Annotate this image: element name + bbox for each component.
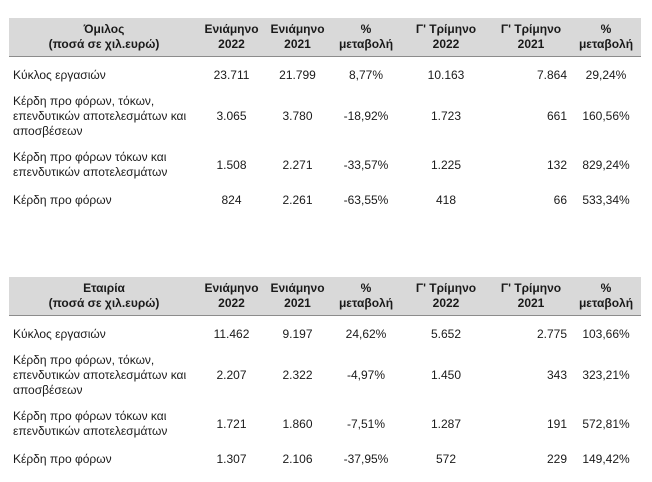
table-row	[9, 145, 641, 185]
cell: 3.065	[216, 108, 247, 123]
header-entity: Εταιρία (ποσά σε χιλ.ευρώ)	[9, 277, 199, 316]
cell: -37,95%	[343, 451, 389, 466]
table-row	[9, 322, 641, 346]
cell: -7,51%	[346, 416, 386, 431]
header-q3-2021: Γ' Τρίμηνο 2021	[491, 18, 571, 57]
header-9m-change: % μεταβολή	[331, 18, 401, 57]
row-label: Κέρδη προ φόρων τόκων και επενδυτικών αποτελεσμάτων	[13, 409, 168, 438]
cell: 3.780	[282, 108, 313, 123]
table-row	[9, 444, 641, 474]
cell: 824	[221, 192, 242, 207]
header-q3-2021: Γ' Τρίμηνο 2021	[491, 277, 571, 316]
cell: 66	[553, 192, 567, 207]
cell: -18,92%	[343, 108, 389, 123]
row-label: Κέρδη προ φόρων, τόκων, επενδυτικών αποτελεσμάτων και αποσβέσεων	[13, 352, 187, 397]
cell: 661	[546, 108, 567, 123]
cell: 1.450	[430, 367, 462, 382]
cell: 5.652	[430, 326, 462, 341]
header-q3-change: % μεταβολή	[571, 277, 641, 316]
cell: 1.307	[216, 451, 247, 466]
table-row	[9, 87, 641, 145]
cell: 11.462	[213, 326, 250, 341]
row-label: Κύκλος εργασιών	[13, 67, 106, 82]
cell: 2.775	[536, 326, 567, 341]
cell: 1.225	[430, 157, 462, 172]
cell: 2.261	[282, 192, 313, 207]
group-results-table	[9, 18, 641, 215]
cell: 323,21%	[582, 367, 630, 382]
cell: 29,24%	[585, 67, 627, 82]
cell: 229	[546, 451, 567, 466]
cell: 191	[546, 416, 567, 431]
header-9m-2022: Ενιάμηνο 2022	[199, 277, 264, 316]
header-q3-2022: Γ' Τρίμηνο 2022	[401, 277, 491, 316]
cell: 2.207	[216, 367, 247, 382]
cell: 1.721	[216, 416, 247, 431]
cell: 533,34%	[582, 192, 630, 207]
cell: 1.287	[430, 416, 462, 431]
cell: 23.711	[213, 67, 250, 82]
row-label: Κέρδη προ φόρων τόκων και επενδυτικών αποτελεσμάτων	[13, 150, 168, 179]
cell: 149,42%	[582, 451, 630, 466]
header-q3-change: % μεταβολή	[571, 18, 641, 57]
cell: -63,55%	[343, 192, 389, 207]
row-label: Κέρδη προ φόρων, τόκων, επενδυτικών αποτελεσμάτων και αποσβέσεων	[13, 93, 187, 138]
cell: 160,56%	[582, 108, 630, 123]
cell: 343	[546, 367, 567, 382]
cell: 1.860	[282, 416, 313, 431]
header-entity: Όμιλος (ποσά σε χιλ.ευρώ)	[9, 18, 199, 57]
cell: 572	[435, 451, 457, 466]
table-row	[9, 404, 641, 444]
cell: 418	[435, 192, 457, 207]
row-label: Κέρδη προ φόρων	[13, 192, 112, 207]
cell: 21.799	[279, 67, 316, 82]
cell: -4,97%	[346, 367, 386, 382]
cell: 132	[546, 157, 567, 172]
table-row	[9, 63, 641, 87]
cell: -33,57%	[343, 157, 389, 172]
cell: 9.197	[282, 326, 313, 341]
header-9m-2021: Ενιάμηνο 2021	[264, 277, 331, 316]
header-9m-2022: Ενιάμηνο 2022	[199, 18, 264, 57]
header-9m-change: % μεταβολή	[331, 277, 401, 316]
cell: 10.163	[427, 67, 465, 82]
cell: 1.508	[216, 157, 247, 172]
cell: 7.864	[536, 67, 567, 82]
row-label: Κέρδη προ φόρων	[13, 451, 112, 466]
cell: 24,62%	[345, 326, 387, 341]
cell: 8,77%	[348, 67, 384, 82]
cell: 2.271	[282, 157, 313, 172]
table-row	[9, 185, 641, 215]
row-label: Κύκλος εργασιών	[13, 326, 106, 341]
company-results-table	[9, 277, 641, 474]
cell: 829,24%	[582, 157, 630, 172]
cell: 2.106	[282, 451, 313, 466]
cell: 1.723	[430, 108, 462, 123]
header-q3-2022: Γ' Τρίμηνο 2022	[401, 18, 491, 57]
cell: 103,66%	[582, 326, 630, 341]
header-9m-2021: Ενιάμηνο 2021	[264, 18, 331, 57]
cell: 2.322	[282, 367, 313, 382]
cell: 572,81%	[582, 416, 630, 431]
table-row	[9, 346, 641, 404]
